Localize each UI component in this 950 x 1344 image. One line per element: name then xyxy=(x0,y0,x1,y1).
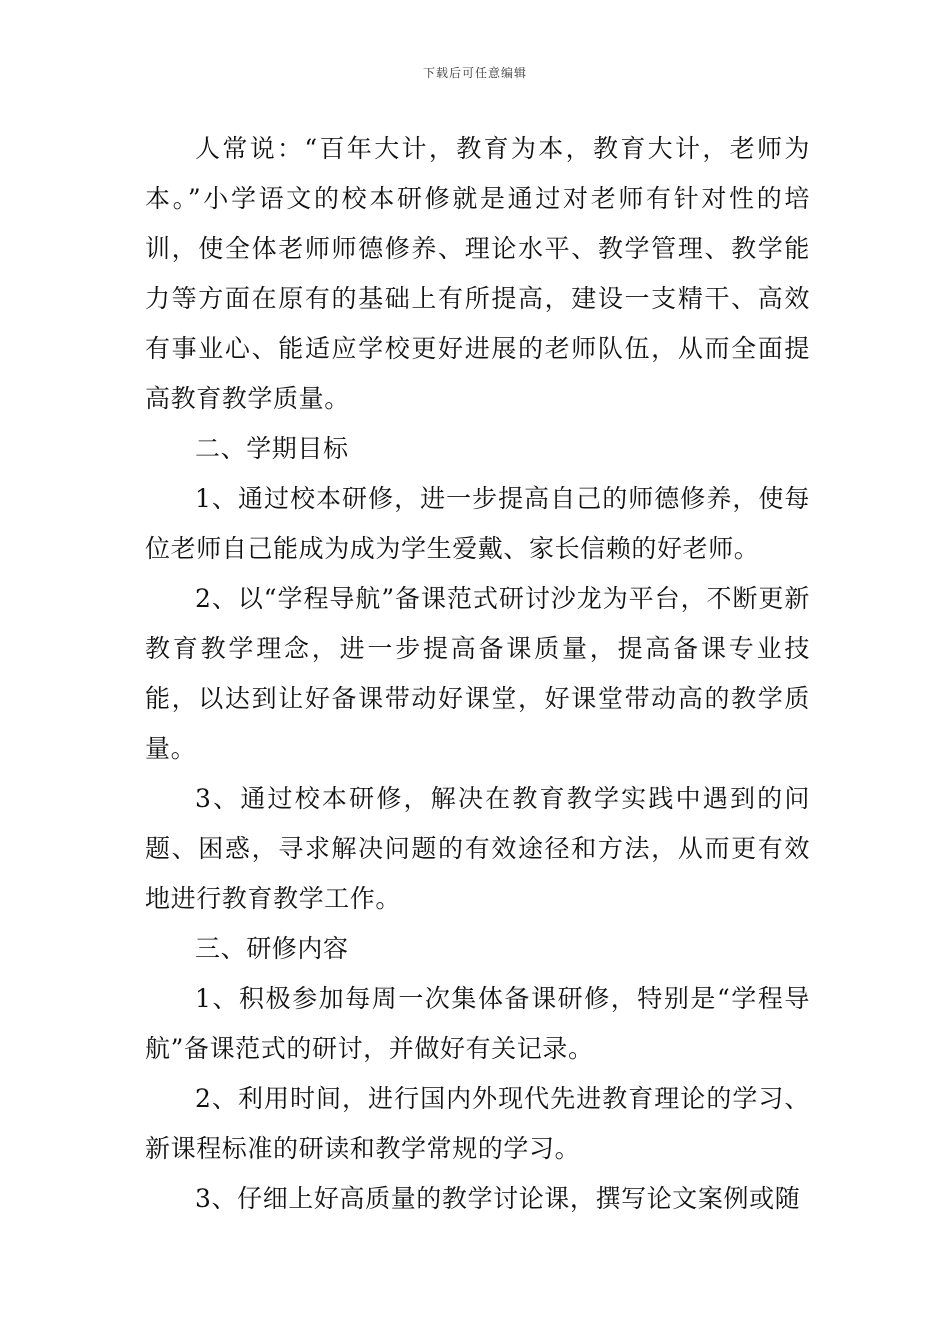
paragraph-content-2: 2、利用时间，进行国内外现代先进教育理论的学习、新课程标准的研读和教学常规的学习。 xyxy=(145,1084,810,1163)
paragraph-content-3: 3、仔细上好高质量的教学讨论课，撰写论文案例或随 xyxy=(195,1184,801,1213)
paragraph-intro: 人常说：“百年大计，教育为本，教育大计，老师为本。”小学语文的校本研修就是通过对老师有针对性的培训，使全体老师师德修养、理论水平、教学管理、教学能力等方面在原有的基础上有所提高，建设一支精干、高效有事业心、能适应学校更好进展的老师队伍，从而全面提高教育教学质量。 xyxy=(145,134,810,413)
paragraph-goal-2: 2、以“学程导航”备课范式研讨沙龙为平台，不断更新教育教学理念，进一步提高备课质量，提高备课专业技能，以达到让好备课带动好课堂，好课堂带动高的教学质量。 xyxy=(145,584,810,763)
paragraph-content-1: 1、积极参加每周一次集体备课研修，特别是“学程导航”备课范式的研讨，并做好有关记录。 xyxy=(145,984,810,1063)
paragraph-goal-1: 1、通过校本研修，进一步提高自己的师德修养，使每位老师自己能成为成为学生爱戴、家长信赖的好老师。 xyxy=(145,484,810,563)
section-heading-content: 三、研修内容 xyxy=(195,934,349,963)
paragraph-goal-3: 3、通过校本研修，解决在教育教学实践中遇到的问题、困惑，寻求解决问题的有效途径和方法，从而更有效地进行教育教学工作。 xyxy=(145,784,810,913)
section-heading-goals: 二、学期目标 xyxy=(195,434,349,463)
document-body xyxy=(145,124,810,1224)
page-header-note: 下载后可任意编辑 xyxy=(422,66,527,80)
